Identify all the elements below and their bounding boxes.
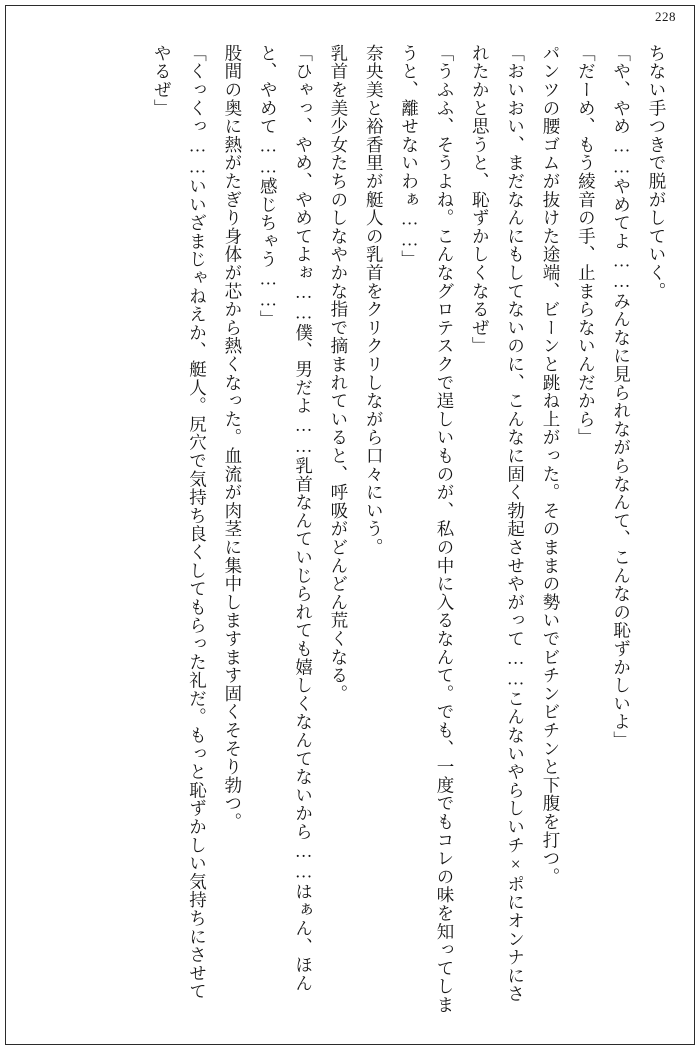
paragraph: 乳首を美少女たちのしなやかな指で摘まれていると、呼吸がどんどん荒くなる。 — [328, 44, 349, 703]
paragraph: 「ひゃっ、やめ、やめてよぉ……僕、男だよ……乳首なんていじられても嬉しくなんてないから……はぁん、ほんと、やめて……感じちゃう……」 — [258, 44, 314, 993]
paragraph: 「うふふ、そうよね。こんなグロテスクで逞しいものが、私の中に入るなんて。でも、一度でもコレの味を知ってしまうと、離せないわぁ……」 — [399, 44, 455, 1014]
novel-text-body — [30, 44, 674, 1014]
paragraph: 「おいおい、まだなんにもしてないのに、こんなに固く勃起させやがって……こんないやらしいチ×ポにオンナにされたかと思うと、恥ずかしくなるぜ」 — [470, 44, 526, 1004]
paragraph: 「くっくっ……いいざまじゃねえか、艇人。尻穴で気持ち良くしてもらった礼だ。もっと恥ずかしい気持ちにさせてやるぜ」 — [152, 44, 208, 1001]
page-number: 228 — [655, 9, 676, 24]
paragraph: ちない手つきで脱がしていく。 — [647, 44, 667, 301]
paragraph: 「だーめ、もう綾音の手、止まらないんだから」 — [576, 44, 597, 447]
paragraph: 股間の奥に熱がたぎり身体が芯から熱くなった。血流が肉茎に集中しますます固くそそり勃つ。 — [222, 44, 243, 831]
paragraph: パンツの腰ゴムが抜けた途端、ビーンと跳ね上がった。そのままの勢いでビチンビチンと下腹を打つ。 — [540, 44, 561, 886]
paragraph: 奈央美と裕香里が艇人の乳首をクリクリしながら口々にいう。 — [364, 44, 385, 557]
paragraph: 「や、やめ……やめてよ……みんなに見られながらなんて、こんなの恥ずかしいよ」 — [611, 44, 632, 750]
